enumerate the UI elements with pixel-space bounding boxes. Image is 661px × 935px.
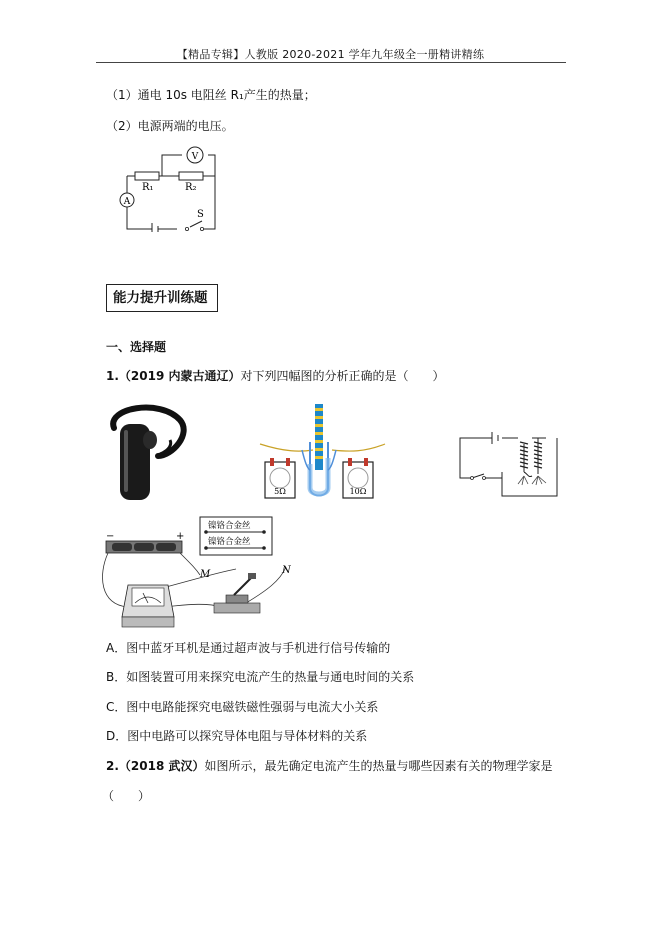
terminal-n-label: N <box>282 565 291 576</box>
section-heading: 一、选择题 <box>106 340 167 354</box>
resistance-experiment-figure <box>96 515 306 635</box>
r1-label: R₁ <box>142 182 154 193</box>
resistor-5-label: 5Ω <box>274 487 286 496</box>
q2-stem: 如图所示，最先确定电流产生的热量与哪些因素有关的物理学家是 <box>204 759 553 773</box>
switch-label: S <box>197 209 204 220</box>
section-box: 能力提升训练题 <box>106 284 218 312</box>
svg-text:+: + <box>176 531 185 542</box>
q1-stem: 对下列四幅图的分析正确的是（ ） <box>240 369 445 383</box>
bluetooth-earphone-figure <box>100 402 195 502</box>
circuit-diagram <box>112 140 224 232</box>
resistor-r2 <box>179 172 203 180</box>
q2-blank: （ ） <box>102 789 151 803</box>
resistor-r1 <box>135 172 159 180</box>
sub-question-2: （2）电源两端的电压。 <box>106 119 234 133</box>
q1-source: （2019 内蒙古通辽） <box>118 369 241 383</box>
resistor-10-label: 10Ω <box>349 487 367 496</box>
q2-source: （2018 武汉） <box>118 759 205 773</box>
q1-line <box>106 368 445 384</box>
knife-switch <box>214 603 260 613</box>
sub-question-1: （1）通电 10s 电阻丝 R₁产生的热量； <box>106 88 316 102</box>
q2-line <box>106 758 553 774</box>
option-b: B．如图装置可用来探究电流产生的热量与通电时间的关系 <box>106 670 415 684</box>
q1-number: 1. <box>106 369 119 383</box>
option-d: D．图中电路可以探究导体电阻与导体材料的关系 <box>106 729 368 743</box>
q2-number: 2. <box>106 759 119 773</box>
svg-text:−: − <box>106 531 115 542</box>
option-a: A．图中蓝牙耳机是通过超声波与手机进行信号传输的 <box>106 641 391 655</box>
terminal-m-label: M <box>200 569 211 580</box>
r2-label: R₂ <box>185 182 197 193</box>
wire2-label: 镍铬合金丝 <box>208 537 251 547</box>
electromagnet-figure <box>458 428 560 498</box>
heat-apparatus-figure <box>255 402 390 502</box>
header-rule <box>96 62 566 63</box>
option-c: C．图中电路能探究电磁铁磁性强弱与电流大小关系 <box>106 700 379 714</box>
wire1-label: 镍铬合金丝 <box>208 521 251 531</box>
voltmeter-label: V <box>191 152 199 162</box>
ammeter-label: A <box>123 197 131 207</box>
page-header: 【精品专辑】人教版 2020-2021 学年九年级全一册精讲精练 <box>176 48 485 61</box>
